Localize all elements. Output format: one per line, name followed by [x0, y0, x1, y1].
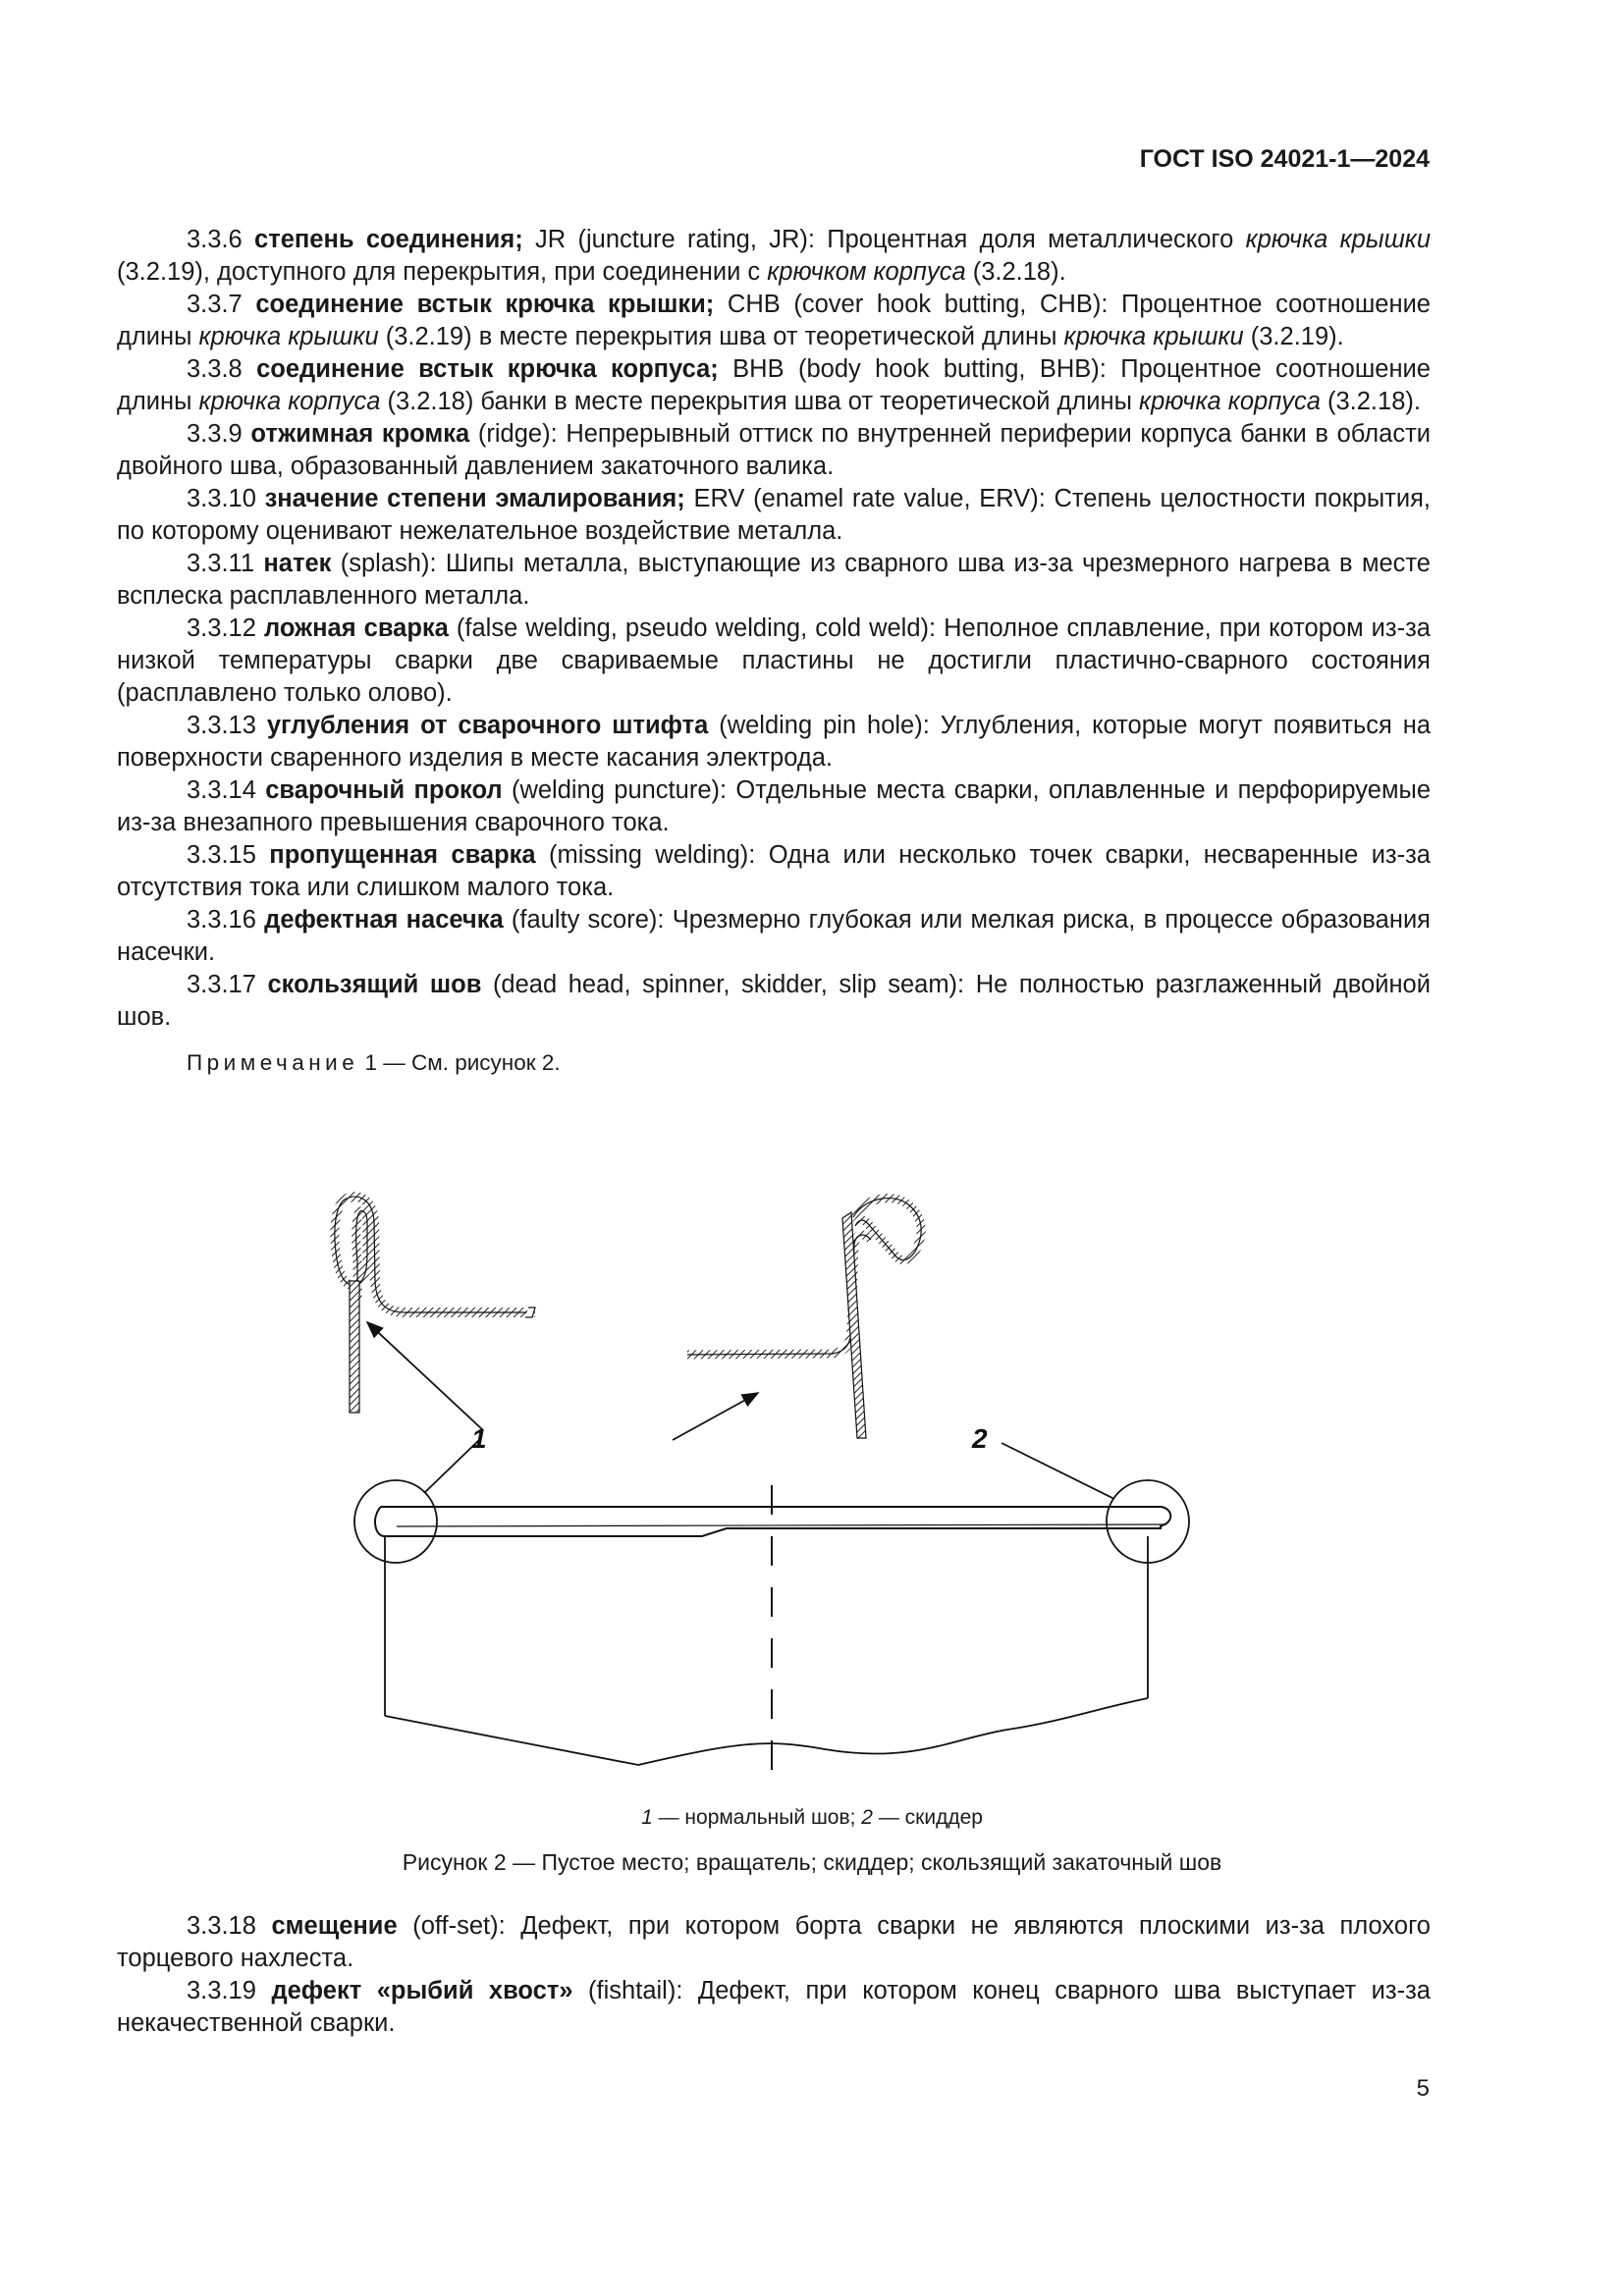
page-number: 5: [1416, 2075, 1430, 2102]
figure-2: [314, 1183, 1227, 1791]
term-3-3-14: 3.3.14 сварочный прокол (welding puncture): Отдельные места сварки, оплавленные и перфорируемые из-за внезапного превышения сварочного тока.: [117, 776, 1431, 836]
note-text: 1 — См. рисунок 2.: [358, 1050, 561, 1075]
term-3-3-15: 3.3.15 пропущенная сварка (missing welding): Одна или несколько точек сварки, несваренные из-за отсутствия тока или слишком малого тока.: [117, 841, 1431, 901]
figure-legend: 1 — нормальный шов; 2 — скиддер: [641, 1806, 983, 1829]
term-3-3-13: 3.3.13 углубления от сварочного штифта (welding pin hole): Углубления, которые могут появиться на поверхности сваренного изделия в месте касания электрода.: [117, 712, 1431, 772]
term-3-3-6: 3.3.6 степень соединения; JR (juncture rating, JR): Процентная доля металлического крючка крышки (3.2.19), доступного для перекрытия, при соединении с крючком корпуса (3.2.18).: [117, 226, 1432, 286]
term-3-3-17: 3.3.17 скользящий шов (dead head, spinner, skidder, slip seam): Не полностью разглаженный двойной шов.: [117, 971, 1431, 1031]
document-header: ГОСТ ISO 24021-1—2024: [1139, 145, 1430, 173]
seam-diagram: [314, 1183, 1227, 1791]
note-1: [117, 1046, 1431, 1079]
normal-seam-detail: [335, 1197, 535, 1430]
term-3-3-12: 3.3.12 ложная сварка (false welding, pseudo welding, cold weld): Неполное сплавление, при котором из-за низкой температуры сварки две свариваемые пластины не достигли пластично-сварного состояния (расплавлено только олово).: [117, 614, 1431, 707]
term-3-3-16: 3.3.16 дефектная насечка (faulty score): Чрезмерно глубокая или мелкая риска, в процессе образования насечки.: [117, 906, 1431, 966]
term-3-3-10: 3.3.10 значение степени эмалирования; ERV (enamel rate value, ERV): Степень целостности покрытия, по которому оценивают нежелательное воздействие металла.: [117, 485, 1431, 545]
term-3-3-9: 3.3.9 отжимная кромка (ridge): Непрерывный оттиск по внутренней периферии корпуса банки в области двойного шва, образованный давлением закаточного валика.: [117, 420, 1431, 480]
term-3-3-11: 3.3.11 натек (splash): Шипы металла, выступающие из сварного шва из-за чрезмерного нагрева в месте всплеска расплавленного металла.: [117, 550, 1431, 610]
terms-section-continued: [117, 1910, 1431, 2040]
callout-1: 1: [471, 1423, 487, 1454]
term-3-3-7: 3.3.7 соединение встык крючка крышки; CHB (cover hook butting, CHB): Процентное соотношение длины крючка крышки (3.2.19) в месте перекрытия шва от теоретической длины крючка крышки (3.2.19).: [117, 291, 1431, 350]
callout-2: 2: [972, 1423, 988, 1454]
term-3-3-8: 3.3.8 соединение встык крючка корпуса; BHB (body hook butting, BHB): Процентное соотношение длины крючка корпуса (3.2.18) банки в месте перекрытия шва от теоретической длины крючка корпуса (3.2.18).: [117, 355, 1431, 415]
term-3-3-19: 3.3.19 дефект «рыбий хвост» (fishtail): Дефект, при котором конец сварного шва выступает из-за некачественной сварки.: [117, 1977, 1431, 2037]
note-label: Примечание: [187, 1050, 359, 1075]
terms-section: [117, 224, 1431, 1079]
term-3-3-18: 3.3.18 смещение (off-set): Дефект, при котором борта сварки не являются плоскими из-за плохого торцевого нахлеста.: [117, 1912, 1431, 1972]
skidder-seam-detail: [673, 1199, 921, 1440]
figure-caption: Рисунок 2 — Пустое место; вращатель; скиддер; скользящий закаточный шов: [402, 1849, 1222, 1875]
can-overview: [354, 1438, 1189, 1772]
